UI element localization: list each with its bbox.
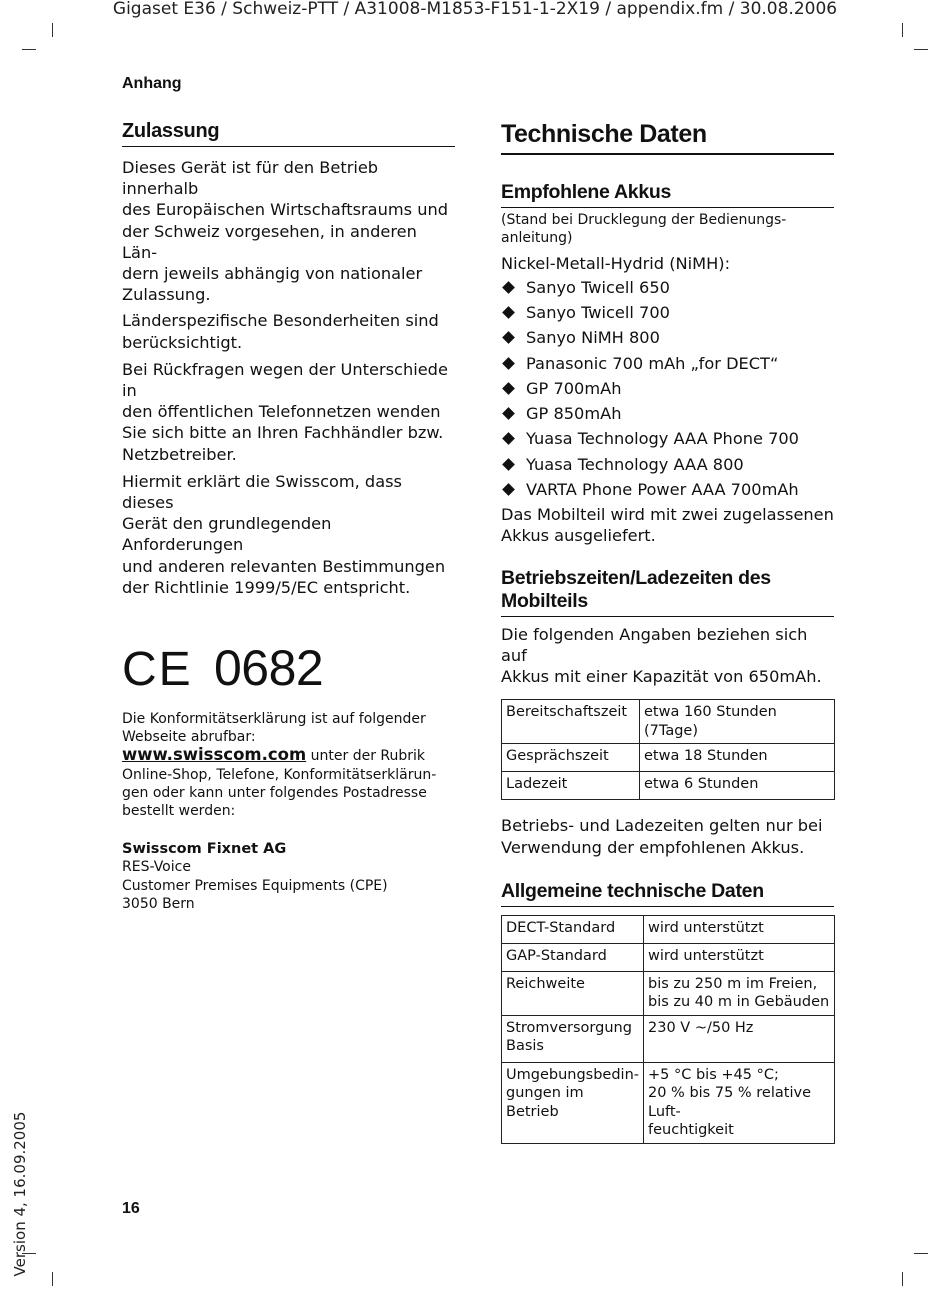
- table-cell: etwa 6 Stunden: [640, 772, 835, 800]
- table-cell: 230 V ~/50 Hz: [644, 1015, 835, 1062]
- zulassung-heading: Zulassung: [122, 120, 455, 147]
- crop-mark: [914, 1253, 928, 1254]
- operating-times-intro: Die folgenden Angaben beziehen sich auf Akkus mit einer Kapazität von 650mAh.: [501, 624, 822, 687]
- right-column: [501, 120, 834, 1144]
- battery-list: [501, 275, 834, 503]
- table-cell: wird unterstützt: [644, 943, 835, 971]
- bullet-diamond-icon: [502, 483, 515, 496]
- table-row: [502, 1015, 835, 1062]
- address-company: Swisscom Fixnet AG: [122, 841, 287, 858]
- page-number: 16: [122, 1200, 140, 1217]
- batteries-note: (Stand bei Drucklegung der Bedienungs- anleitung): [501, 212, 787, 247]
- table-cell: Ladezeit: [502, 772, 640, 800]
- table-cell: DECT-Standard: [502, 915, 644, 943]
- conformity-text: Die Konformitätserklärung ist auf folgender Webseite abrufbar: www.swisscom.com unter der Rubrik Online-Shop, Telefone, Konformitätserklärun- gen oder kann unter folgendes Postadresse bestellt werden:: [122, 711, 437, 820]
- table-cell: Umgebungsbedin- gungen im Betrieb: [502, 1062, 644, 1143]
- general-technical-data-table: [501, 915, 835, 1144]
- bullet-diamond-icon: [502, 458, 515, 471]
- table-cell: +5 °C bis +45 °C; 20 % bis 75 % relative Luft- feuchtigkeit: [644, 1062, 835, 1143]
- postal-address: Swisscom Fixnet AG RES-Voice Customer Premises Equipments (CPE) 3050 Bern: [122, 841, 388, 912]
- ce-mark-logo: CE: [122, 643, 193, 697]
- declaration-paragraph: Hiermit erklärt die Swisscom, dass dieses Gerät den grundlegenden Anforderungen und anderen relevanten Bestimmungen der Richtlinie 1999/5/EC entspricht.: [122, 471, 446, 597]
- list-item: VARTA Phone Power AAA 700mAh: [501, 477, 834, 502]
- ce-marking: [122, 640, 455, 696]
- operating-times-note: Betriebs- und Ladezeiten gelten nur bei Verwendung der empfohlenen Akkus.: [501, 816, 823, 857]
- bullet-diamond-icon: [502, 357, 515, 370]
- crop-mark: [22, 49, 36, 50]
- general-technical-data-heading: Allgemeine technische Daten: [501, 880, 834, 907]
- operating-times-heading: Betriebszeiten/Ladezeiten des Mobilteils: [501, 567, 834, 617]
- crop-mark: [902, 23, 903, 37]
- list-item: Yuasa Technology AAA Phone 700: [501, 426, 834, 451]
- list-item: Sanyo NiMH 800: [501, 325, 834, 350]
- document-header: Gigaset E36 / Schweiz-PTT / A31008-M1853-F151-1-2X19 / appendix.fm / 30.08.2006: [112, 0, 838, 19]
- table-cell: Stromversorgung Basis: [502, 1015, 644, 1062]
- list-item: Panasonic 700 mAh „for DECT“: [501, 351, 834, 376]
- table-row: [502, 772, 835, 800]
- inquiries-paragraph: Bei Rückfragen wegen der Unterschiede in den öffentlichen Telefonnetzen wenden Sie sich bitte an Ihren Fachhändler bzw. Netzbetreiber.: [122, 359, 448, 464]
- crop-mark: [902, 1272, 903, 1286]
- bullet-diamond-icon: [502, 407, 515, 420]
- bullet-diamond-icon: [502, 281, 515, 294]
- bullet-diamond-icon: [502, 331, 515, 344]
- technical-data-title: Technische Daten: [501, 120, 834, 155]
- table-cell: wird unterstützt: [644, 915, 835, 943]
- operating-times-table: [501, 699, 835, 800]
- list-item: GP 700mAh: [501, 376, 834, 401]
- batteries-type: Nickel-Metall-Hydrid (NiMH):: [501, 254, 731, 274]
- country-specifics-paragraph: Länderspezifische Besonderheiten sind berücksichtigt.: [122, 311, 439, 352]
- bullet-diamond-icon: [502, 306, 515, 319]
- table-row: [502, 700, 835, 744]
- list-item: Yuasa Technology AAA 800: [501, 452, 834, 477]
- crop-mark: [914, 49, 928, 50]
- table-cell: Bereitschaftszeit: [502, 700, 640, 744]
- bullet-diamond-icon: [502, 433, 515, 446]
- crop-mark: [52, 23, 53, 37]
- batteries-footer: Das Mobilteil wird mit zwei zugelassenen Akkus ausgeliefert.: [501, 505, 834, 546]
- table-cell: GAP-Standard: [502, 943, 644, 971]
- table-row: [502, 971, 835, 1015]
- swisscom-link[interactable]: www.swisscom.com: [122, 745, 307, 765]
- left-column: [122, 120, 455, 913]
- table-cell: etwa 18 Stunden: [640, 744, 835, 772]
- table-cell: bis zu 250 m im Freien, bis zu 40 m in Gebäuden: [644, 971, 835, 1015]
- recommended-batteries-heading: Empfohlene Akkus: [501, 181, 834, 208]
- table-row: [502, 1062, 835, 1143]
- version-note: Version 4, 16.09.2005: [11, 1111, 29, 1277]
- table-row: [502, 943, 835, 971]
- ce-notified-body-number: 0682: [214, 640, 324, 697]
- table-row: [502, 744, 835, 772]
- list-item: GP 850mAh: [501, 401, 834, 426]
- list-item: Sanyo Twicell 650: [501, 275, 834, 300]
- table-cell: etwa 160 Stunden (7Tage): [640, 700, 835, 744]
- zulassung-paragraph: Dieses Gerät ist für den Betrieb innerhalb des Europäischen Wirtschaftsraums und der Schweiz vorgesehen, in anderen Län- dern jeweils abhängig von nationaler Zulassung.: [122, 158, 448, 305]
- running-head: Anhang: [122, 75, 182, 92]
- table-row: [502, 915, 835, 943]
- bullet-diamond-icon: [502, 382, 515, 395]
- crop-mark: [52, 1272, 53, 1286]
- table-cell: Reichweite: [502, 971, 644, 1015]
- table-cell: Gesprächszeit: [502, 744, 640, 772]
- list-item: Sanyo Twicell 700: [501, 300, 834, 325]
